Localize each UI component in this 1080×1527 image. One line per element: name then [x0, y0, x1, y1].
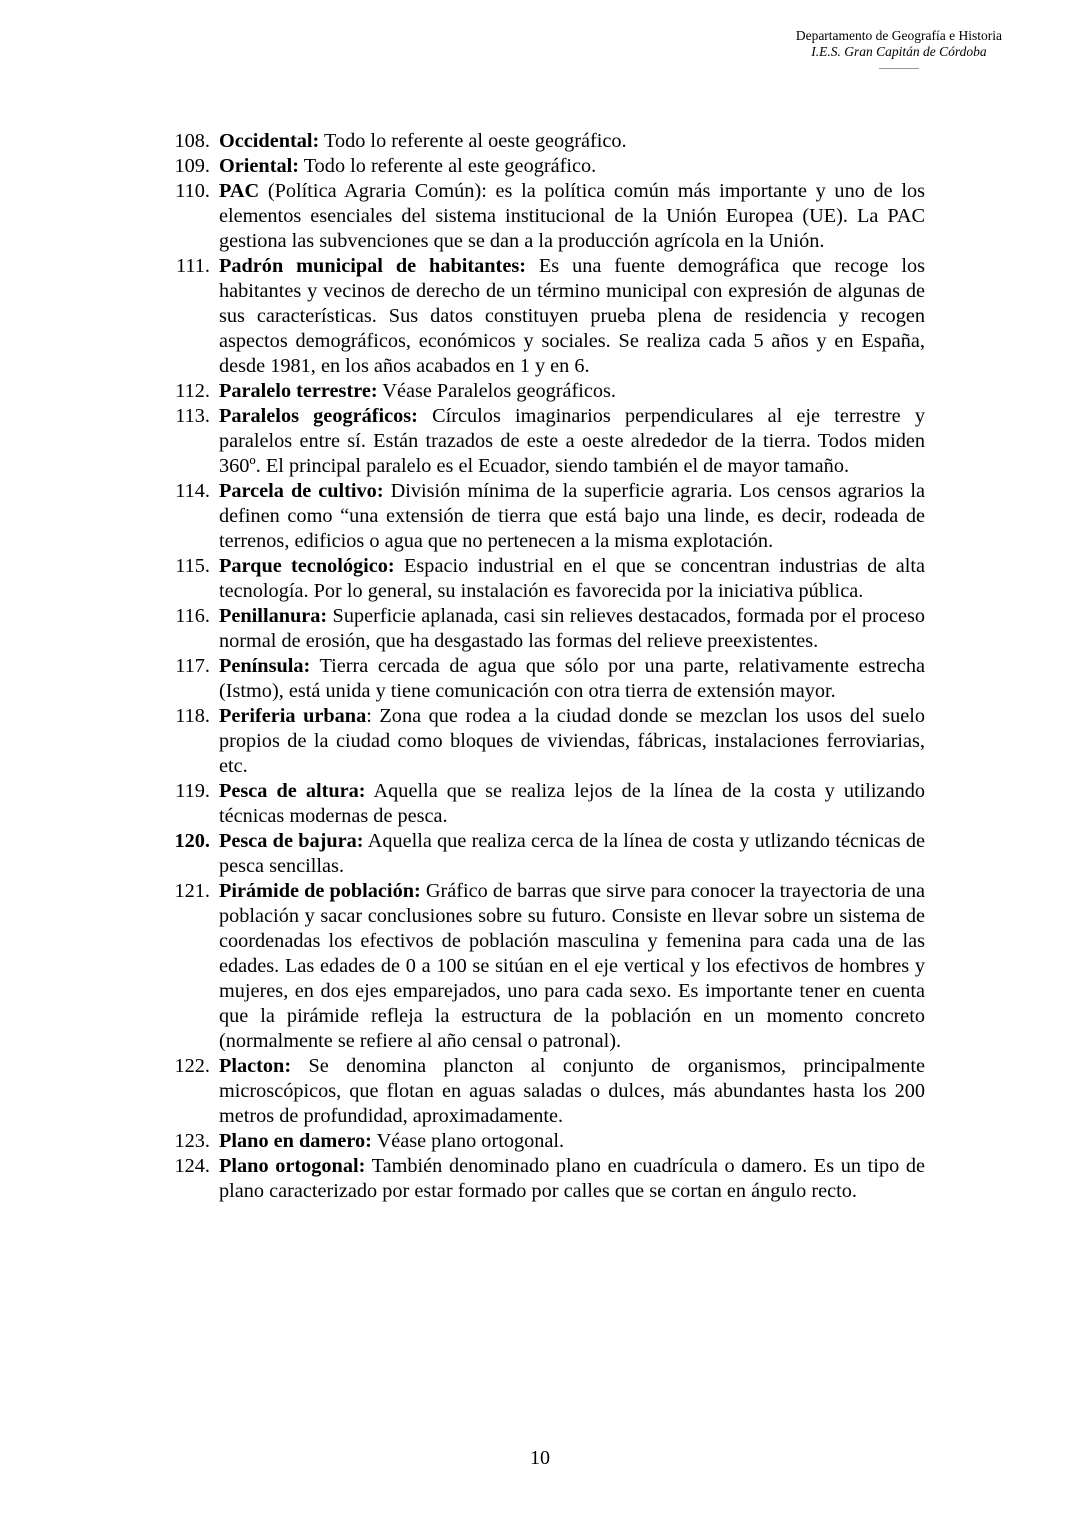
- entry-definition: Es una fuente demográfica que recoge los habitantes y vecinos de derecho de un término municipal con expresión de algunas de sus características. Sus datos constituyen prueba plena de residencia y recogen aspectos demográficos, económicos y sociales. Se realiza cada 5 años y en España, desde 1981, en los años acabados en 1 y en 6.: [219, 255, 925, 377]
- entry-definition: Espacio industrial en el que se concentran industrias de alta tecnología. Por lo general, su instalación es favorecida por la iniciativa pública.: [219, 555, 925, 602]
- entry-definition: : Zona que rodea a la ciudad donde se mezclan los usos del suelo propios de la ciudad como bloques de viviendas, fábricas, instalaciones ferroviarias, etc.: [219, 705, 925, 777]
- header-divider: [879, 68, 919, 69]
- entry-number: 110.: [175, 180, 210, 202]
- entry-number: 115.: [175, 555, 210, 577]
- entry-number: 111.: [176, 255, 210, 277]
- glossary-entry: [160, 1054, 925, 1129]
- entry-number: 108.: [174, 130, 210, 152]
- entry-term: Plano en damero:: [219, 1130, 372, 1152]
- entry-number: 123.: [174, 1130, 210, 1152]
- entry-definition: (Política Agraria Común): es la política común más importante y uno de los elementos esenciales del sistema institucional de la Unión Europea (UE). La PAC gestiona las subvenciones que se dan a la producción agrícola en la Unión.: [219, 180, 925, 252]
- entry-definition: También denominado plano en cuadrícula o damero. Es un tipo de plano caracterizado por estar formado por calles que se cortan en ángulo recto.: [219, 1155, 926, 1202]
- glossary-entry: [160, 1129, 925, 1154]
- header-department: Departamento de Geografía e Historia: [795, 28, 1002, 43]
- entry-number: 120.: [174, 830, 210, 852]
- entry-number: 116.: [175, 605, 210, 627]
- glossary-list: [160, 129, 925, 1204]
- glossary-entry: [160, 404, 925, 479]
- glossary-entry: [160, 254, 925, 379]
- entry-number: 122.: [174, 1055, 210, 1077]
- entry-term: Paralelo terrestre:: [219, 380, 378, 402]
- glossary-entry: [160, 1154, 925, 1204]
- entry-definition: Tierra cercada de agua que sólo por una parte, relativamente estrecha (Istmo), está unida y tiene comunicación con otra tierra de extensión mayor.: [219, 655, 925, 702]
- glossary-entry: [160, 779, 925, 829]
- header-school: I.E.S. Gran Capitán de Córdoba: [811, 44, 987, 59]
- entry-number: 113.: [175, 405, 210, 427]
- glossary-entry: [160, 554, 925, 604]
- glossary-entry: [160, 154, 925, 179]
- glossary-entry: [160, 379, 925, 404]
- entry-definition: Se denomina plancton al conjunto de organismos, principalmente microscópicos, que flotan en aguas saladas o dulces, más abundantes hasta los 200 metros de profundidad, aproximadamente.: [219, 1055, 925, 1127]
- entry-term: Oriental:: [219, 155, 299, 177]
- entry-term: Península:: [219, 655, 311, 677]
- glossary-entry: [160, 179, 925, 254]
- entry-term: Paralelos geográficos:: [219, 405, 418, 427]
- entry-definition: Aquella que realiza cerca de la línea de costa y utlizando técnicas de pesca sencillas.: [219, 830, 926, 877]
- glossary-entry: [160, 704, 925, 779]
- entry-term: Periferia urbana: [219, 705, 367, 727]
- entry-number: 118.: [175, 705, 210, 727]
- glossary-entry: [160, 479, 925, 554]
- entry-definition: Véase Paralelos geográficos.: [377, 380, 616, 402]
- entry-term: Padrón municipal de habitantes:: [219, 255, 526, 277]
- entry-number: 119.: [175, 780, 210, 802]
- entry-definition: Superficie aplanada, casi sin relieves destacados, formada por el proceso normal de erosión, que ha desgastado las formas del relieve preexistentes.: [219, 605, 925, 652]
- entry-term: Parque tecnológico:: [219, 555, 395, 577]
- entry-definition: Todo lo referente al oeste geográfico.: [319, 130, 627, 152]
- glossary-entry: [160, 654, 925, 704]
- entry-definition: Gráfico de barras que sirve para conocer la trayectoria de una población y sacar conclusiones sobre su futuro. Consiste en llevar sobre un sistema de coordenadas los efectivos de población masculina y femenina para cada una de las edades. Las edades de 0 a 100 se sitúan en el eje vertical y los efectivos de hombres y mujeres, en dos ejes emparejados, uno para cada sexo. Es importante tener en cuenta que la pirámide refleja la estructura de la población en un momento concreto (normalmente se refiere al año censal o patronal).: [219, 880, 925, 1052]
- glossary-entry: [160, 129, 925, 154]
- page-number: 10: [530, 1447, 550, 1469]
- entry-definition: División mínima de la superficie agraria. Los censos agrarios la definen como “una extensión de tierra que está bajo una linde, es decir, rodeada de terrenos, edificios o agua que no pertenecen a la misma explotación.: [219, 480, 925, 552]
- entry-term: Placton:: [219, 1055, 292, 1077]
- entry-term: Pirámide de población:: [219, 880, 421, 902]
- entry-number: 114.: [175, 480, 210, 502]
- glossary-entry: [160, 604, 925, 654]
- entry-term: Parcela de cultivo:: [219, 480, 384, 502]
- entry-number: 112.: [175, 380, 210, 402]
- entry-number: 124.: [174, 1155, 210, 1177]
- entry-term: PAC: [219, 180, 260, 202]
- glossary-entry: [160, 829, 925, 879]
- page-header: [796, 28, 1002, 69]
- entry-term: Pesca de bajura:: [219, 830, 364, 852]
- entry-number: 121.: [174, 880, 210, 902]
- entry-term: Occidental:: [219, 130, 320, 152]
- entry-term: Pesca de altura:: [219, 780, 366, 802]
- entry-definition: Círculos imaginarios perpendiculares al eje terrestre y paralelos entre sí. Están trazados de este a oeste alrededor de la tierra. Todos miden 360º. El principal paralelo es el Ecuador, siendo también el de mayor tamaño.: [219, 405, 925, 477]
- entry-definition: Véase plano ortogonal.: [371, 1130, 565, 1152]
- entry-term: Plano ortogonal:: [219, 1155, 366, 1177]
- entry-definition: Todo lo referente al este geográfico.: [298, 155, 597, 177]
- entry-number: 109.: [174, 155, 210, 177]
- entry-definition: Aquella que se realiza lejos de la línea de la costa y utilizando técnicas modernas de pesca.: [219, 780, 925, 827]
- glossary-entry: [160, 879, 925, 1054]
- entry-term: Penillanura:: [219, 605, 328, 627]
- entry-number: 117.: [175, 655, 210, 677]
